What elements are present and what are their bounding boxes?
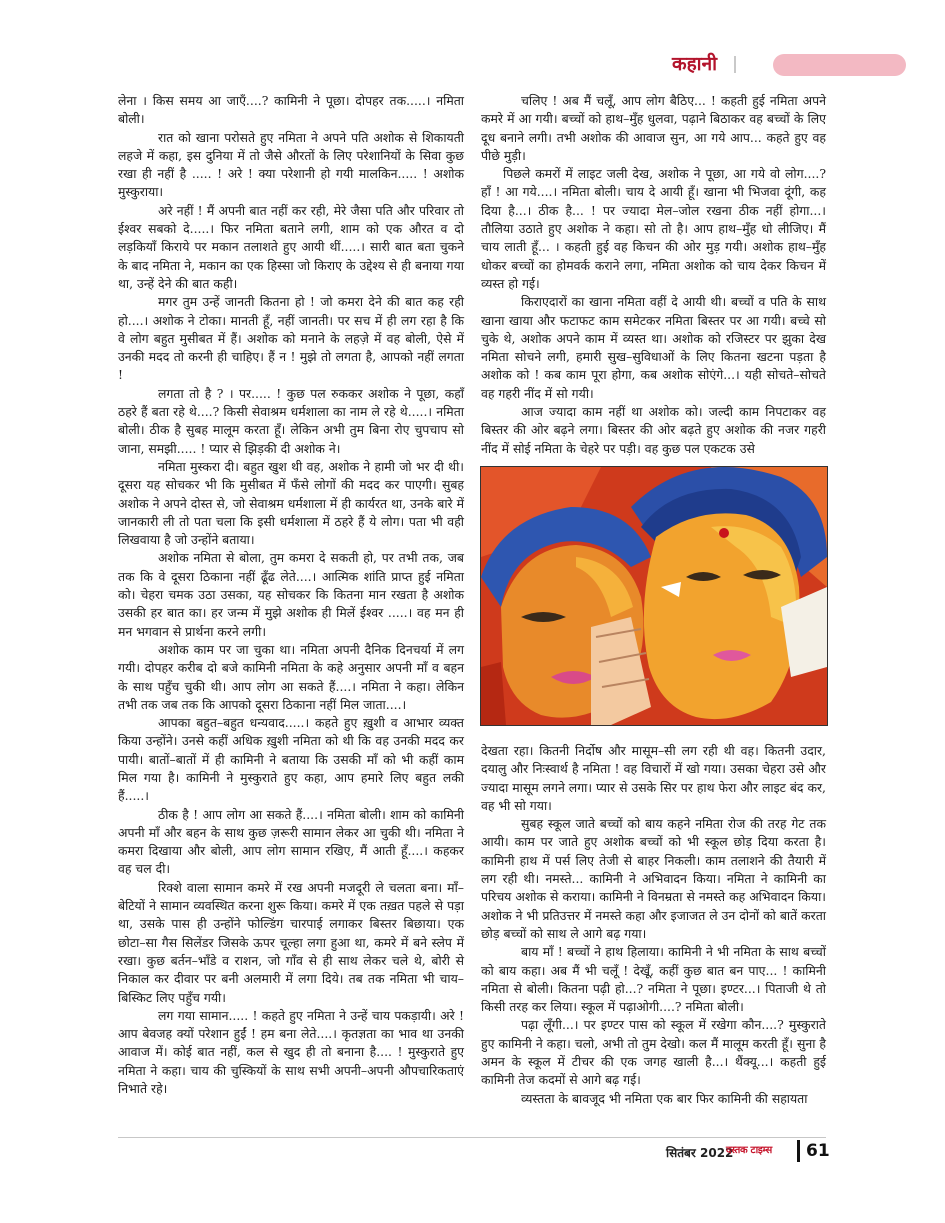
paragraph: अरे नहीं ! मैं अपनी बात नहीं कर रही, मेरे जैसा पति और परिवार तो ईश्वर सबको दे.....। फिर नमिता बताने लगी, शाम को एक औरत व दो लड़कियाँ किराये पर मकान तलाशते हुए आयी थीं.....। सारी बात बता चुकने के बाद नमिता ने, मकान का एक हिस्सा जो किराए के उद्देश्य से ही बनाया गया था, उन्हें देने की बात कही। [118, 202, 464, 291]
page-footer [0, 1140, 945, 1166]
footer-divider [118, 1137, 826, 1138]
paragraph: रात को खाना परोसते हुए नमिता ने अपने पति अशोक से शिकायती लहजे में कहा, इस दुनिया में तो जैसे औरतों के लिए परेशानियों के सिवा कुछ रखा ही नहीं है ..... ! अरे ! क्या परेशानी हो गयी मालकिन..... ! अशोक मुस्कुराया। [118, 129, 464, 200]
paragraph: आज ज्यादा काम नहीं था अशोक को। जल्दी काम निपटाकर वह बिस्तर की ओर बढ़ने लगा। बिस्तर की ओर बढ़ते हुए अशोक की नजर गहरी नींद में सोई नमिता के चेहरे पर पड़ी। वह कुछ पल एकटक उसे [481, 404, 826, 456]
paragraph: मगर तुम उन्हें जानती कितना हो ! जो कमरा देने की बात कह रही हो....। अशोक ने टोका। मानती हूँ, नहीं जानती। पर सच में ही लग रहा है कि वे लोग बहुत मुसीबत में हैं। अशोक को मनाने के लहज़े में वह बोली, ऐसे में उनकी मदद तो करनी ही चाहिए। हैं न ! मुझे तो लगता है, आपको नहीं लगता ! [118, 294, 464, 383]
section-divider [734, 56, 736, 73]
left-column [118, 92, 464, 1098]
section-decorative-bar [773, 54, 906, 76]
paragraph: किराएदारों का खाना नमिता वहीं दे आयी थी। बच्चों व पति के साथ खाना खाया और फटाफट काम समेटकर नमिता बिस्तर पर आ गयी। बच्चे सो चुके थे, अशोक अपने काम में व्यस्त था। अशोक को रजिस्टर पर झुका देख नमिता सोचने लगी, हमारी सुख–सुविधाओं के लिए कितना खटना पड़ता है अशोक को ! कब काम पूरा होगा, कब अशोक सोएंगे...। यही सोचते–सोचते वह गहरी नींद में सो गयी। [481, 294, 826, 401]
paragraph: पढ़ा लूँगी...। पर इण्टर पास को स्कूल में रखेगा कौन....? मुस्कुराते हुए कामिनी ने कहा। चलो, अभी तो तुम देखो। कल मैं मालूम करती हूँ। सुना है अमन के स्कूल में टीचर की एक जगह खाली है...। थैंक्यू...। कहती हुई कामिनी तेज कदमों से आगे बढ़ गई। [481, 1017, 826, 1088]
right-column-bottom [481, 742, 826, 1108]
paragraph: चलिए ! अब मैं चलूँ, आप लोग बैठिए... ! कहती हुई नमिता अपने कमरे में आ गयी। बच्चों को हाथ–मुँह धुलवा, पढ़ाने बिठाकर वह बच्चों के लिए दूध बनाने लगी। तभी अशोक की आवाज सुन, आ गये आप... कहते हुए वह पीछे मुड़ी। [481, 93, 826, 163]
issue-date: सितंबर 2022 [666, 1146, 734, 1160]
page-number: 61 [806, 1141, 830, 1161]
paragraph: बाय माँ ! बच्चों ने हाथ हिलाया। कामिनी ने भी नमिता के साथ बच्चों को बाय कहा। अब मैं भी चलूँ ! देखूँ, कहीं कुछ बात बन पाए... ! कामिनी नमिता से बोली। कितना पढ़ी हो...? नमिता ने पूछा। इण्टर...। पिताजी थे तो किसी तरह कर लिया। स्कूल में पढ़ाओगी....? नमिता बोली। [481, 944, 826, 1015]
paragraph: अशोक काम पर जा चुका था। नमिता अपनी दैनिक दिनचर्या में लग गयी। दोपहर करीब दो बजे कामिनी नमिता के कहे अनुसार अपनी माँ व बहन के साथ पहुँच चुकी थी। आप लोग आ सकते हैं....। नमिता ने कहा। लेकिन तभी तक जब तक कि आपको दूसरा ठिकाना नहीं मिल जाता....। [118, 641, 464, 712]
paragraph: सुबह स्कूल जाते बच्चों को बाय कहने नमिता रोज की तरह गेट तक आयी। काम पर जाते हुए अशोक बच्चों को भी स्कूल छोड़ दिया करता है। कामिनी हाथ में पर्स लिए तेजी से बाहर निकली। काम तलाशने की तैयारी में लग रही थी। नमस्ते... कामिनी ने अभिवादन किया। नमिता ने कामिनी का परिचय अशोक से कराया। कामिनी ने विनम्रता से नमस्ते कह अभिवादन किया। अशोक ने भी प्रतिउत्तर में नमस्ते कहा और इजाजत ले उन दोनों को बातें करता छोड़ बच्चों को साथ ले आगे बढ़ गया। [481, 816, 826, 941]
page-header [0, 50, 945, 82]
magazine-logo: दस्तक टाइम्स [726, 1145, 772, 1156]
paragraph: ठीक है ! आप लोग आ सकते हैं....। नमिता बोली। शाम को कामिनी अपनी माँ और बहन के साथ कुछ ज़रूरी सामान लेकर आ चुकी थी। नमिता ने कमरा दिखाया और बोली, आप लोग सामान रखिए, मैं आती हूँ....। कहकर वह चल दी। [118, 806, 464, 877]
right-column-top [481, 92, 826, 458]
paragraph: लेना । किस समय आ जाएँ....? कामिनी ने पूछा। दोपहर तक.....। नमिता बोली। [118, 93, 464, 127]
paragraph: नमिता मुस्करा दी। बहुत खुश थी वह, अशोक ने हामी जो भर दी थी। दूसरा यह सोचकर भी कि मुसीबत में फँसे लोगों की मदद कर पाएगी। सुबह अशोक ने अपने दोस्त से, जो सेवाश्रम धर्मशाला में ही कार्यरत था, उनके बारे में जानकारी ली तो पता चला कि इसी धर्मशाला में ठहरे हैं ये लोग। पता भी वही लिखवाया है जो उन्होंने बताया। [118, 458, 464, 548]
paragraph: रिक्शे वाला सामान कमरे में रख अपनी मजदूरी ले चलता बना। माँ–बेटियों ने सामान व्यवस्थित करना शुरू किया। कमरे में एक तख़त पहले से पड़ा था, उसके पास ही उन्होंने फोल्डिंग चारपाई लगाकर बिस्तर बिछाया। एक छोटा–सा गैस सिलेंडर जिसके ऊपर चूल्हा लगा हुआ था, कमरे में बने स्लेप में रखा। कुछ बर्तन–भाँडे व राशन, जो गाँव से ही साथ लेकर चले थे, बोरी से निकाल कर दीवार पर बनी अलमारी में लगा दिये। तब तक नमिता भी चाय–बिस्किट लिए पहुँच गयी। [118, 879, 464, 1005]
story-illustration [480, 466, 828, 726]
paragraph: व्यस्तता के बावजूद भी नमिता एक बार फिर कामिनी की सहायता [521, 1090, 808, 1106]
section-label: कहानी [672, 53, 718, 75]
paragraph: लगता तो है ? । पर..... ! कुछ पल रुककर अशोक ने पूछा, कहाँ ठहरे हैं बता रहे थे....? किसी सेवाश्रम धर्मशाला का नाम ले रहे थे.....। नमिता बोली। ठीक है सुबह मालूम करता हूँ। लेकिन अभी तुम बिना रोए चुपचाप सो जाना, समझी..... ! प्यार से झिड़की दी अशोक ने। [118, 385, 464, 456]
paragraph: आपका बहुत–बहुत धन्यवाद.....। कहते हुए ख़ुशी व आभार व्यक्त किया उन्होंने। उनसे कहीं अधिक ख़ुशी नमिता को थी कि वह उनकी मदद कर पायी। बातों–बातों में ही कामिनी ने बताया कि उसकी माँ को भी कहीं काम मिल गया है। कामिनी ने मुस्कुराते हुए कहा, आप हमारे लिए बहुत लकी हैं.....। [118, 715, 464, 804]
footer-separator [797, 1140, 800, 1162]
illustration-artwork [481, 467, 827, 725]
paragraph: पिछले कमरों में लाइट जली देख, अशोक ने पूछा, आ गये वो लोग....? हाँ ! आ गये....। नमिता बोली। चाय दे आयी हूँ। खाना भी भिजवा दूंगी, कह दिया है...। ठीक है... ! पर ज्यादा मेल–जोल रखना ठीक नहीं होगा...। तौलिया उठाते हुए अशोक ने कहा। सो तो है। आप हाथ–मुँह धो लीजिए। मैं चाय लाती हूँ... । कहती हुई वह किचन की ओर मुड़ गयी। अशोक हाथ–मुँह धोकर बच्चों का होमवर्क कराने लगा, नमिता अशोक को चाय देकर किचन में व्यस्त हो गई। [481, 166, 826, 291]
paragraph: अशोक नमिता से बोला, तुम कमरा दे सकती हो, पर तभी तक, जब तक कि वे दूसरा ठिकाना नहीं ढूँढ लेते....। आत्मिक शांति प्राप्त हुई नमिता को। चेहरा चमक उठा उसका, यह सोचकर कि कितना मान रखता है अशोक उसकी हर बात का। हर जन्म में मुझे अशोक ही मिलें ईश्वर .....। वह मन ही मन भगवान से प्रार्थना करने लगी। [118, 550, 464, 639]
paragraph: लग गया सामान..... ! कहते हुए नमिता ने उन्हें चाय पकड़ायी। अरे ! आप बेवजह क्यों परेशान हुईं ! हम बना लेते....। कृतज्ञता का भाव था उनकी आवाज में। कोई बात नहीं, कल से खुद ही तो बनाना है.... ! मुस्कुराते हुए नमिता ने कहा। चाय की चुस्कियों के साथ सभी अपनी–अपनी औपचारिकताएं निभाते रहे। [118, 1007, 464, 1097]
paragraph: देखता रहा। कितनी निर्दोष और मासूम–सी लग रही थी वह। कितनी उदार, दयालु और निःस्वार्थ है नमिता ! वह विचारों में खो गया। उसका चेहरा उसे और ज्यादा मासूम लगने लगा। प्यार से उसके सिर पर हाथ फेरा और लाइट बंद कर, वह भी सो गया। [481, 743, 826, 813]
